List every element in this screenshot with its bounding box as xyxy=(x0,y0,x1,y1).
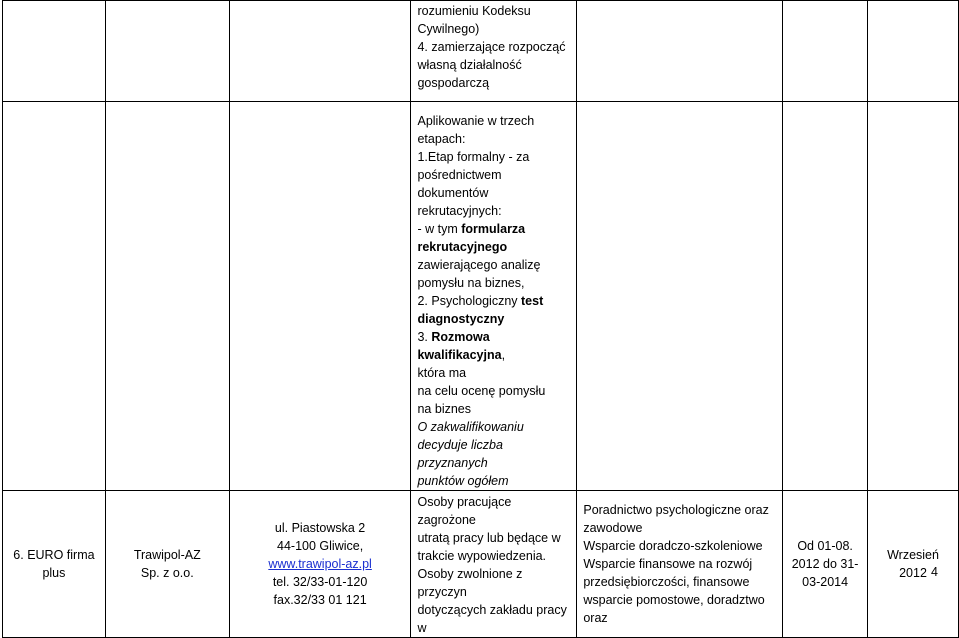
procedure-line xyxy=(417,166,570,184)
procedure-text: na celu ocenę pomysłu xyxy=(417,384,546,398)
procedure-text: etapach: xyxy=(417,132,466,146)
phone-text: tel. 32/33-01-120 xyxy=(272,575,368,589)
procedure-text: na biznes xyxy=(417,402,471,416)
table-row-recruitment xyxy=(3,102,959,491)
procedure-line xyxy=(417,436,570,472)
projects-table xyxy=(2,0,959,638)
page-number: 4 xyxy=(931,565,938,579)
procedure-line xyxy=(417,364,570,382)
procedure-text: - w tym xyxy=(417,222,462,236)
support-line: Poradnictwo psychologiczne oraz xyxy=(583,503,769,517)
procedure-text: diagnostyczny xyxy=(417,312,505,326)
address-line: ul. Piastowska 2 xyxy=(274,521,366,535)
procedure-line xyxy=(417,274,570,292)
procedure-text: Aplikowanie w trzech xyxy=(417,114,535,128)
procedure-text: rekrutacyjnych: xyxy=(417,204,502,218)
procedure-line xyxy=(417,472,570,490)
organization-line: Sp. z o.o. xyxy=(140,566,194,580)
table-row-continued-top xyxy=(3,1,959,102)
recruitment-procedure-cell xyxy=(411,102,577,491)
procedure-text: Rozmowa kwalifikacyjna xyxy=(417,330,502,362)
target-group-line: trakcie wypowiedzenia. xyxy=(417,549,547,563)
procedure-line xyxy=(417,184,570,202)
procedure-line xyxy=(417,238,570,256)
project-name-cell xyxy=(3,491,106,638)
procedure-line xyxy=(417,400,570,418)
project-name-line: 6. EURO firma xyxy=(13,548,95,562)
procedure-line xyxy=(417,130,570,148)
fax-text: fax.32/33 01 121 xyxy=(273,593,367,607)
start-line: 2012 xyxy=(899,566,927,580)
procedure-line xyxy=(417,148,570,166)
period-line: Od 01-08. xyxy=(797,539,853,553)
project-name-line: plus xyxy=(42,566,66,580)
procedure-line xyxy=(417,328,570,364)
procedure-text: która ma xyxy=(417,366,467,380)
text-line: 4. zamierzające rozpocząć xyxy=(417,40,566,54)
procedure-text: pomysłu na biznes, xyxy=(417,276,525,290)
support-line: Wsparcie finansowe na rozwój xyxy=(583,557,753,571)
target-group-line: dotyczących zakładu pracy w xyxy=(417,603,567,635)
procedure-line xyxy=(417,112,570,130)
target-group-line: Osoby pracujące zagrożone xyxy=(417,495,512,527)
support-line: przedsiębiorczości, finansowe xyxy=(583,575,750,589)
procedure-text: punktów ogółem xyxy=(417,474,509,488)
procedure-line xyxy=(417,418,570,436)
recruitment-start-cell xyxy=(868,491,959,638)
text-line: gospodarczą xyxy=(417,76,490,90)
procedure-text: decyduje liczba przyznanych xyxy=(417,438,503,470)
procedure-text: 1.Etap formalny - za xyxy=(417,150,530,164)
period-line: 03-2014 xyxy=(802,575,849,589)
address-line: 44-100 Gliwice, xyxy=(277,539,364,553)
procedure-text: , xyxy=(501,348,506,362)
procedure-text: pośrednictwem xyxy=(417,168,502,182)
procedure-line xyxy=(417,382,570,400)
target-group-line: utratą pracy lub będące w xyxy=(417,531,561,545)
support-forms-cell xyxy=(577,491,783,638)
contact-cell xyxy=(229,491,411,638)
target-group-cell xyxy=(411,491,577,638)
text-line: rozumieniu Kodeksu xyxy=(417,4,531,18)
target-group-line: Osoby zwolnione z przyczyn xyxy=(417,567,523,599)
support-line: Wsparcie doradczo-szkoleniowe xyxy=(583,539,763,553)
website-link[interactable]: www.trawipol-az.pl xyxy=(268,557,372,571)
text-line: Cywilnego) xyxy=(417,22,480,36)
procedure-line xyxy=(417,220,570,238)
support-line: zawodowe xyxy=(583,521,643,535)
procedure-text: 3. xyxy=(417,330,432,344)
procedure-line xyxy=(417,292,570,310)
procedure-line xyxy=(417,256,570,274)
procedure-text: O zakwalifikowaniu xyxy=(417,420,524,434)
eligibility-continued-cell xyxy=(411,1,577,102)
organization-cell xyxy=(105,491,229,638)
support-line: wsparcie pomostowe, doradztwo oraz xyxy=(583,593,765,625)
period-line: 2012 do 31- xyxy=(791,557,859,571)
procedure-line xyxy=(417,310,570,328)
procedure-text: test xyxy=(521,294,544,308)
procedure-text: rekrutacyjnego xyxy=(417,240,508,254)
organization-line: Trawipol-AZ xyxy=(133,548,201,562)
procedure-text: formularza xyxy=(461,222,526,236)
procedure-line xyxy=(417,202,570,220)
procedure-text: 2. Psychologiczny xyxy=(417,294,522,308)
table-row-euro-firma-plus xyxy=(3,491,959,638)
procedure-text: dokumentów xyxy=(417,186,489,200)
text-line: własną działalność xyxy=(417,58,522,72)
project-period-cell xyxy=(783,491,868,638)
start-line: Wrzesień xyxy=(887,548,939,562)
procedure-text: zawierającego analizę xyxy=(417,258,541,272)
